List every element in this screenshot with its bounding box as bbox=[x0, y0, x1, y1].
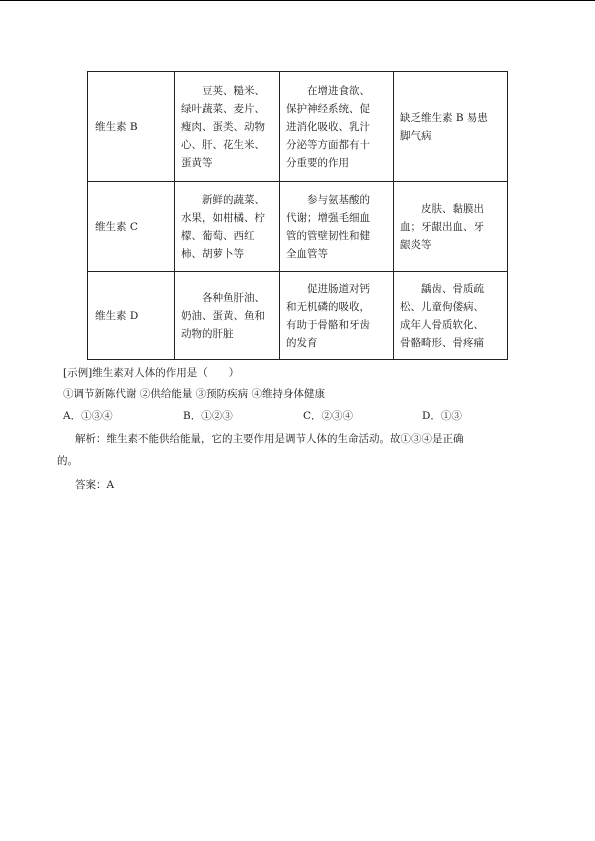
food-source-cell: 豆荚、糙米、 绿叶蔬菜、麦片、 瘦肉、蛋类、动物 心、肝、花生米、 蛋黄等 bbox=[175, 72, 280, 182]
function-cell: 参与氨基酸的 代谢；增强毛细血 管的管壁韧性和健 全血管等 bbox=[280, 182, 394, 272]
function-cell: 促进肠道对钙 和无机磷的吸收， 有助于骨骼和牙齿 的发育 bbox=[280, 272, 394, 360]
food-source-cell: 新鲜的蔬菜、 水果，如柑橘、柠 檬、葡萄、西红 柿、胡萝卜等 bbox=[175, 182, 280, 272]
food-source-cell: 各种鱼肝油、 奶油、蛋黄、鱼和 动物的肝脏 bbox=[175, 272, 280, 360]
option-d: D．①③ bbox=[422, 410, 462, 422]
deficiency-cell: 缺乏维生素 B 易患 脚气病 bbox=[394, 72, 508, 182]
vitamin-name-cell: 维生素 D bbox=[88, 272, 175, 360]
table-row bbox=[88, 72, 508, 182]
analysis-line-2: 的。 bbox=[57, 455, 78, 467]
function-cell: 在增进食欲、 保护神经系统、促 进消化吸收、乳汁 分泌等方面都有十 分重要的作用 bbox=[280, 72, 394, 182]
option-a: A．①③④ bbox=[63, 410, 113, 422]
vitamin-name-cell: 维生素 B bbox=[88, 72, 175, 182]
option-b: B．①②③ bbox=[183, 410, 233, 422]
vitamin-table bbox=[87, 71, 508, 360]
example-question: [示例]维生素对人体的作用是（ ） bbox=[63, 367, 240, 379]
answer-text: 答案：A bbox=[75, 479, 115, 491]
page-top-rule bbox=[0, 0, 595, 1]
option-c: C．②③④ bbox=[303, 410, 354, 422]
deficiency-cell: 皮肤、黏膜出 血；牙龈出血、牙 龈炎等 bbox=[394, 182, 508, 272]
deficiency-cell: 龋齿、骨质疏 松、儿童佝偻病、 成年人骨质软化、 骨骼畸形、骨疼痛 bbox=[394, 272, 508, 360]
table-row bbox=[88, 272, 508, 360]
example-items: ①调节新陈代谢 ②供给能量 ③预防疾病 ④维持身体健康 bbox=[63, 388, 326, 400]
analysis-line-1: 解析：维生素不能供给能量，它的主要作用是调节人体的生命活动。故①③④是正确 bbox=[75, 433, 464, 445]
vitamin-name-cell: 维生素 C bbox=[88, 182, 175, 272]
table-row bbox=[88, 182, 508, 272]
